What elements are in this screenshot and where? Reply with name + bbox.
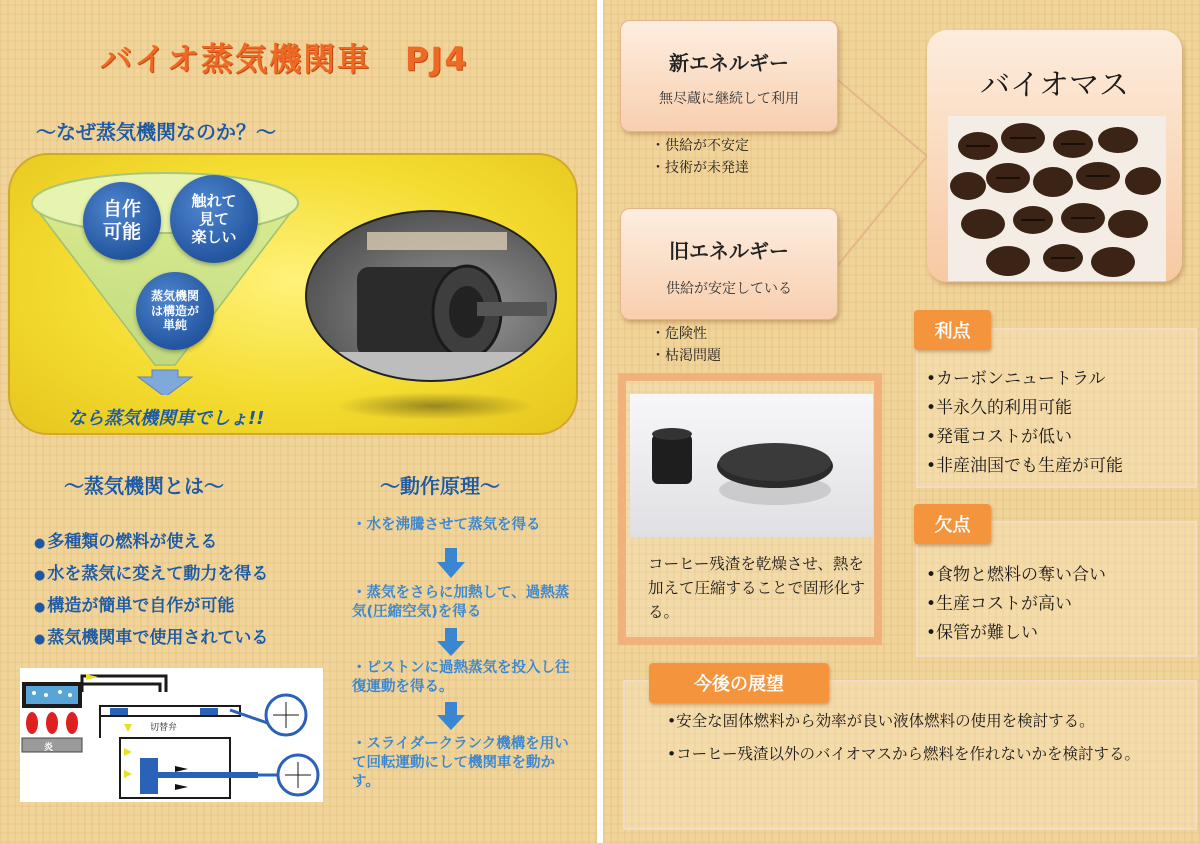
demerits-tag: 欠点 [914, 504, 991, 544]
feature-item: ● 多種類の燃料が使える [34, 527, 268, 559]
principle-step-1: ・水を沸騰させて蒸気を得る [352, 517, 541, 533]
down-arrow-icon [437, 628, 465, 656]
old-energy-heading: 旧エネルギー [669, 239, 789, 263]
bubble-simple: 蒸気機関 は構造が 単純 [136, 272, 214, 350]
issue-item: ・技術が未発達 [651, 160, 749, 176]
coffee-beans-photo [948, 116, 1166, 281]
merit-item: •カーボンニュートラル [926, 369, 1106, 389]
feature-list [34, 527, 268, 655]
merits-tag: 利点 [914, 310, 991, 350]
new-energy-heading: 新エネルギー [669, 51, 789, 75]
demerit-item: •保管が難しい [926, 623, 1039, 643]
old-energy-box [620, 208, 838, 320]
old-energy-subtitle: 供給が安定している [666, 281, 792, 297]
left-panel [0, 0, 597, 843]
feature-item: ● 構造が簡単で自作が可能 [34, 591, 268, 623]
future-list [667, 710, 1177, 776]
new-energy-issues [651, 135, 749, 179]
demerit-item: •生産コストが高い [926, 594, 1073, 614]
down-arrow-icon [138, 370, 192, 395]
coffee-fuel-text: コーヒー残渣を乾燥させ、熱を加えて圧縮することで固形化する。 [648, 555, 866, 621]
merits-box [916, 328, 1197, 488]
merit-item: •発電コストが低い [926, 427, 1073, 447]
principle-step-2: ・蒸気をさらに加熱して、過熱蒸気(圧縮空気)を得る [352, 585, 570, 620]
merit-item: •半永久的利用可能 [926, 398, 1073, 418]
feature-item: ● 水を蒸気に変えて動力を得る [34, 559, 268, 591]
new-energy-subtitle: 無尽蔵に継続して利用 [659, 91, 799, 107]
right-panel [603, 0, 1200, 843]
biomass-title: バイオマス [979, 68, 1130, 103]
new-energy-box [620, 20, 838, 132]
engine-photo [305, 210, 557, 382]
bubble-fun: 触れて 見て 楽しい [170, 175, 258, 263]
photo-shadow [335, 392, 535, 420]
conclusion-text: なら蒸気機関車でしょ!! [68, 408, 265, 429]
what-heading: ～蒸気機関とは～ [64, 474, 224, 498]
future-tag: 今後の展望 [649, 663, 829, 703]
issue-item: ・枯渇問題 [651, 348, 721, 364]
down-arrow-icon [437, 548, 465, 578]
biomass-box [927, 30, 1182, 282]
future-item: •安全な固体燃料から効率が良い液体燃料の使用を検討する。 [667, 712, 1095, 730]
principle-heading: ～動作原理～ [380, 474, 500, 498]
valve-label: 切替弁 [150, 723, 178, 733]
demerit-item: •食物と燃料の奪い合い [926, 565, 1107, 585]
feature-item: ● 蒸気機関車で使用されている [34, 623, 268, 655]
poster-title: バイオ蒸気機関車 PJ4 [100, 40, 469, 78]
principle-step-3: ・ピストンに過熱蒸気を投入し往復運動を得る。 [352, 660, 570, 695]
why-heading: ～なぜ蒸気機関なのか？～ [36, 120, 276, 144]
down-arrow-icon [437, 702, 465, 730]
issue-item: ・供給が不安定 [651, 138, 749, 154]
steam-engine-diagram [20, 668, 323, 802]
solid-fuel-photo [630, 394, 873, 537]
merit-item: •非産油国でも生産が可能 [926, 456, 1124, 476]
fire-label: 炎 [44, 743, 54, 753]
old-energy-issues [651, 323, 721, 367]
future-item: •コーヒー残渣以外のバイオマスから燃料を作れないかを検討する。 [667, 745, 1141, 763]
principle-step-4: ・スライダークランク機構を用いて回転運動にして機関車を動かす。 [352, 736, 569, 790]
issue-item: ・危険性 [651, 326, 707, 342]
bubble-diy: 自作 可能 [83, 182, 161, 260]
